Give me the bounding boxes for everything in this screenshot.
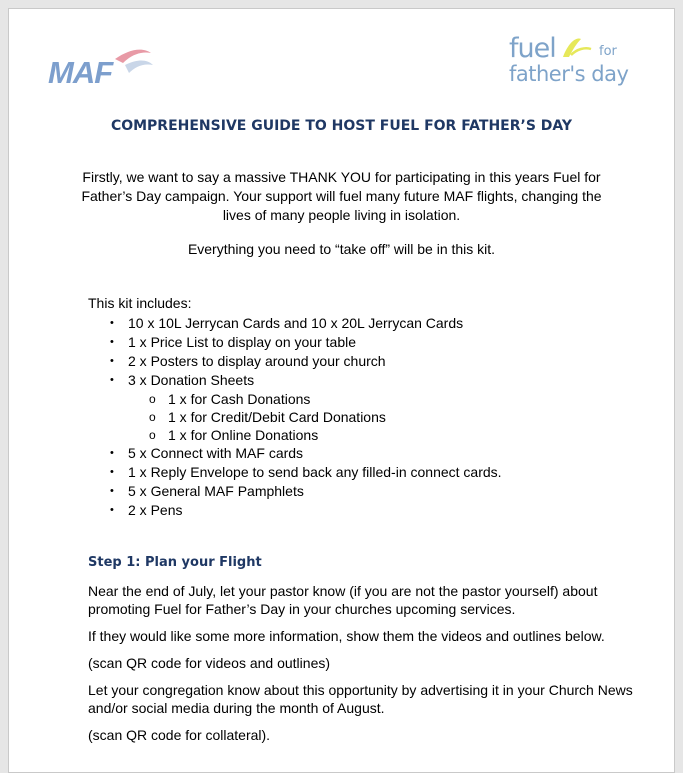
list-item: • 1 x Reply Envelope to send back any filled-in connect cards. [110,464,502,480]
list-item: • 1 x Price List to display on your table [110,334,357,350]
bullet-icon: • [110,336,114,348]
fuel-drop-icon [559,35,593,61]
fuel-logo-for: for [599,44,617,59]
bullet-icon: • [110,317,114,329]
intro-paragraph: Firstly, we want to say a massive THANK YOU for participating in this years Fuel for Father’s Day campaign. Your support will fuel many future MAF flights, changing the lives of many people living in isolation. [81,169,602,223]
step-1-paragraph: If they would like some more information, show them the videos and outlines below. [88,628,605,644]
page-title: COMPREHENSIVE GUIDE TO HOST FUEL FOR FATHER’S DAY [110,118,573,134]
step-1-heading: Step 1: Plan your Flight [88,555,262,570]
list-item: • 2 x Pens [110,502,183,518]
step-1-paragraph: Let your congregation know about this opportunity by advertising it in your Church News and/or social media during the month of August. [88,682,633,716]
list-item: • 3 x Donation Sheets [110,372,255,388]
list-item: • 5 x General MAF Pamphlets [110,483,304,499]
kit-list [9,314,609,520]
bullet-icon: • [110,355,114,367]
fuel-for-fathers-day-logo [505,33,645,99]
sub-list-item: o 1 x for Credit/Debit Card Donations [149,409,386,425]
sub-bullet-icon: o [149,428,156,442]
list-item: • 2 x Posters to display around your church [110,353,386,369]
sub-list-item: o 1 x for Cash Donations [149,391,311,407]
fuel-logo-word: fuel [509,33,556,64]
bullet-icon: • [110,485,114,497]
list-item: • 10 x 10L Jerrycan Cards and 10 x 20L Jerrycan Cards [110,315,464,331]
bullet-icon: • [110,374,114,386]
maf-logo-text: MAF [48,55,113,90]
sub-bullet-icon: o [149,392,156,406]
qr-note-videos: (scan QR code for videos and outlines) [88,655,331,671]
sub-list-item: o 1 x for Online Donations [149,427,319,443]
intro-take-off-line: Everything you need to “take off” will be in this kit. [187,241,496,257]
step-1-paragraph: Near the end of July, let your pastor know (if you are not the pastor yourself) about promoting Fuel for Father’s Day in your churches upcoming services. [88,583,598,617]
bullet-icon: • [110,504,114,516]
document-page [8,8,675,773]
list-item: • 5 x Connect with MAF cards [110,445,304,461]
bullet-icon: • [110,447,114,459]
kit-label: This kit includes: [88,295,192,311]
bullet-icon: • [110,466,114,478]
fuel-logo-tagline: father's day [509,62,629,86]
maf-logo [45,45,157,97]
sub-bullet-icon: o [149,410,156,424]
qr-note-collateral: (scan QR code for collateral). [88,727,271,743]
